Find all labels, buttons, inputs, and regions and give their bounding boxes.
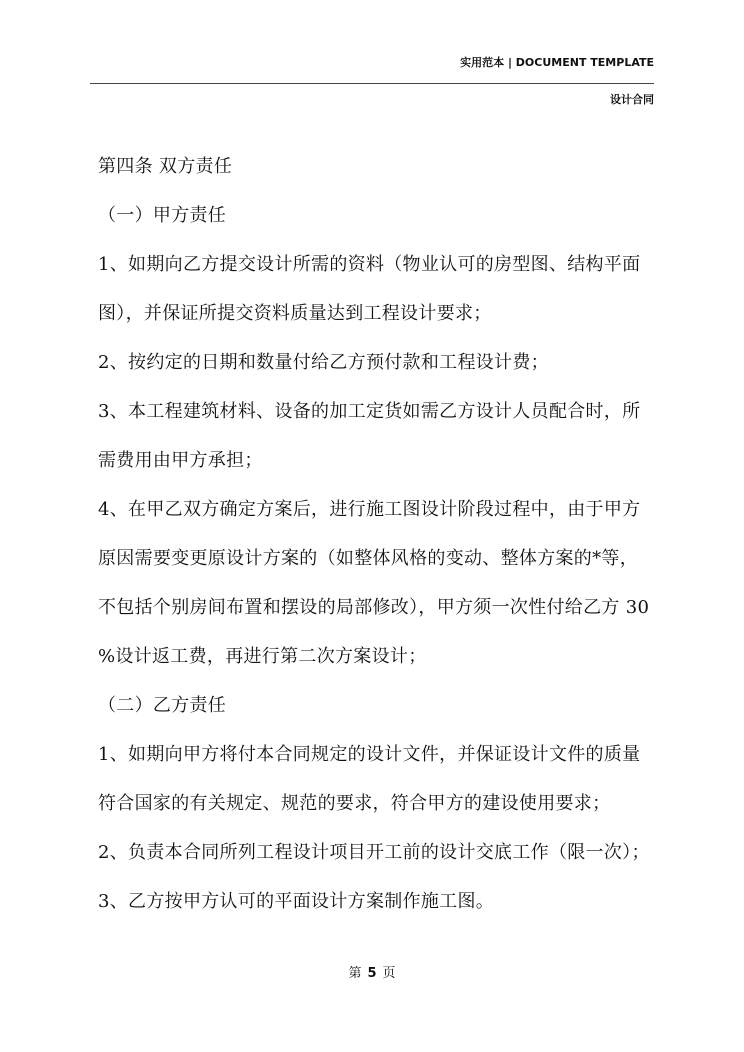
document-type: 设计合同 bbox=[610, 93, 654, 106]
text-line: 不包括个别房间布置和摆设的局部修改），甲方须一次性付给乙方 30 bbox=[98, 597, 650, 618]
text-line: 1、如期向乙方提交设计所需的资料（物业认可的房型图、结构平面 bbox=[98, 254, 641, 275]
page-number: 5 bbox=[367, 966, 377, 981]
text-line: 图），并保证所提交资料质量达到工程设计要求； bbox=[98, 303, 492, 324]
text-line: 4、在甲乙双方确定方案后，进行施工图设计阶段过程中，由于甲方 bbox=[98, 499, 641, 520]
text-line: 2、负责本合同所列工程设计项目开工前的设计交底工作（限一次）； bbox=[98, 842, 650, 863]
text-line: 2、按约定的日期和数量付给乙方预付款和工程设计费； bbox=[98, 352, 549, 373]
text-line: %设计返工费，再进行第二次方案设计； bbox=[98, 646, 427, 667]
document-body bbox=[98, 142, 658, 926]
text-line: 需费用由甲方承担； bbox=[98, 450, 263, 471]
header-brand: 实用范本 | DOCUMENT TEMPLATE bbox=[460, 56, 654, 69]
page-suffix: 页 bbox=[382, 966, 396, 981]
section-heading-party-a: （一）甲方责任 bbox=[98, 205, 227, 226]
page-prefix: 第 bbox=[348, 966, 362, 981]
text-line: 符合国家的有关规定、规范的要求，符合甲方的建设使用要求； bbox=[98, 793, 611, 814]
header-divider bbox=[90, 83, 654, 84]
text-line: 3、本工程建筑材料、设备的加工定货如需乙方设计人员配合时，所 bbox=[98, 401, 641, 422]
text-line: 3、乙方按甲方认可的平面设计方案制作施工图。 bbox=[98, 891, 495, 912]
section-heading-party-b: （二）乙方责任 bbox=[98, 695, 227, 716]
text-line: 原因需要变更原设计方案的（如整体风格的变动、整体方案的*等， bbox=[98, 548, 638, 569]
page-footer bbox=[0, 962, 744, 981]
text-line: 1、如期向甲方将付本合同规定的设计文件，并保证设计文件的质量 bbox=[98, 744, 641, 765]
article-heading: 第四条 双方责任 bbox=[98, 156, 233, 177]
